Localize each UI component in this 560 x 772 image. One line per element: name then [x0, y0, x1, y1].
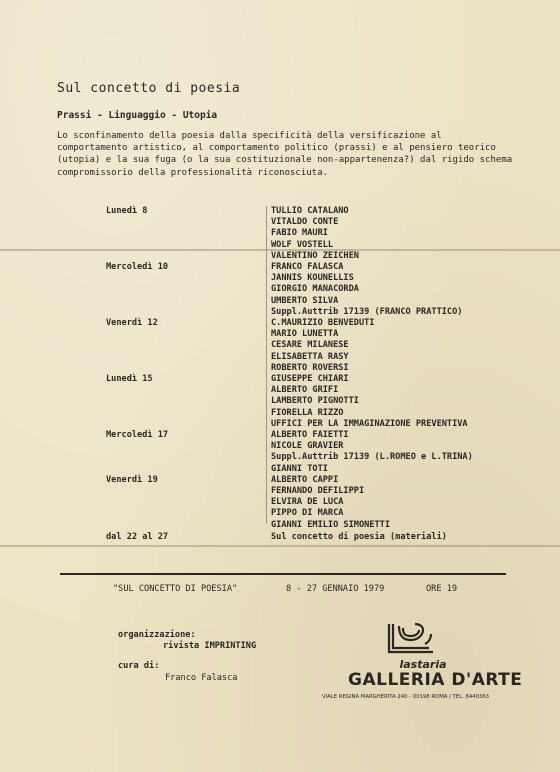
program-row	[0, 508, 560, 519]
horizontal-rule	[60, 573, 506, 575]
program-row	[0, 385, 560, 396]
program-row	[0, 486, 560, 497]
footer-event: "SUL CONCETTO DI POESIA"	[113, 584, 238, 594]
program-row	[0, 475, 560, 486]
program-row	[0, 419, 560, 430]
program-participant: FRANCO FALASCA	[271, 262, 344, 272]
program-participant: C.MAURIZIO BENVEDUTI	[271, 318, 375, 328]
program-row	[0, 452, 560, 463]
program-row	[0, 464, 560, 475]
program-participant: VALENTINO ZEICHEN	[271, 250, 359, 261]
program-participant: ALBERTO GRIFI	[271, 385, 339, 396]
program-row	[0, 441, 560, 452]
program-participant: FERNANDO DEFILIPPI	[271, 486, 365, 496]
program-row	[0, 340, 560, 351]
program-row	[0, 217, 560, 228]
page-subtitle: Prassi - Linguaggio - Utopia	[57, 110, 218, 121]
page-title: Sul concetto di poesia	[57, 81, 241, 96]
final-title: Sul concetto di poesia (materiali)	[271, 532, 447, 542]
program-day: Mercoledì 17	[106, 430, 169, 440]
program-participant: Suppl.Auttrib 17139 (L.ROMEO e L.TRINA)	[271, 452, 473, 463]
fold-crease-bottom	[0, 545, 560, 547]
program-participant: ALBERTO CAPPI	[271, 474, 339, 485]
program-row	[0, 352, 560, 363]
program-row	[0, 273, 560, 284]
program-row	[0, 307, 560, 318]
program-participant: TULLIO CATALANO	[271, 206, 349, 216]
program-row	[0, 408, 560, 419]
program-day: Lunedì 8	[106, 206, 148, 216]
program-participant: GIANNI TOTI	[271, 463, 328, 474]
program-row	[0, 374, 560, 385]
program-participant: UFFICI PER LA IMMAGINAZIONE PREVENTIVA	[271, 418, 468, 429]
program-participant: NICOLE GRAVIER	[271, 441, 344, 452]
program-row	[0, 363, 560, 374]
program-participant: Suppl.Auttrib 17139 (FRANCO PRATTICO)	[271, 306, 463, 317]
program-row	[0, 262, 560, 273]
program-row	[0, 430, 560, 441]
program-participant: PIPPO DI MARCA	[271, 508, 344, 519]
program-row	[0, 206, 560, 217]
program-participant: GIUSEPPE CHIARI	[271, 374, 349, 384]
program-participant: UMBERTO SILVA	[271, 295, 339, 306]
program-participant: CESARE MILANESE	[271, 340, 349, 351]
gallery-address: VIALE REGINA MARGHERITA 240 - 00198 ROMA / TEL. 8440363	[322, 694, 490, 700]
footer-dates: 8 - 27 GENNAIO 1979	[286, 584, 385, 594]
curator-value: Franco Falasca	[165, 673, 238, 683]
program-participant: ELVIRA DE LUCA	[271, 497, 344, 508]
program-participant: JANNIS KOUNELLIS	[271, 273, 354, 284]
program-participant: WOLF VOSTELL	[271, 239, 334, 250]
final-day: dal 22 al 27	[106, 532, 169, 542]
program-row	[0, 228, 560, 239]
program-participant: FIORELLA RIZZO	[271, 407, 344, 418]
organization-value: rivista IMPRINTING	[163, 641, 257, 651]
organization-label: organizzazione:	[118, 630, 196, 640]
program-participant: FABIO MAURI	[271, 228, 328, 239]
program-participant: ELISABETTA RASY	[271, 351, 349, 362]
program-row	[0, 284, 560, 295]
program-participant: ROBERTO ROVERSI	[271, 362, 349, 373]
program-day: Venerdì 12	[106, 318, 158, 328]
program-row	[0, 251, 560, 262]
program-day: Lunedì 15	[106, 374, 153, 384]
gallery-name: GALLERIA D'ARTE	[348, 670, 523, 690]
program-row	[0, 296, 560, 307]
program-row	[0, 240, 560, 251]
program-participant: VITALDO CONTE	[271, 217, 339, 228]
program-participant: GIORGIO MANACORDA	[271, 284, 359, 295]
program-participant: MARIO LUNETTA	[271, 329, 339, 340]
program-row	[0, 329, 560, 340]
program-participant: GIANNI EMILIO SIMONETTI	[271, 519, 390, 530]
program-row	[0, 396, 560, 407]
program-participant: LAMBERTO PIGNOTTI	[271, 396, 359, 407]
gallery-brand: lastaria	[399, 658, 447, 671]
program-row	[0, 497, 560, 508]
program-day: Venerdì 19	[106, 474, 158, 485]
intro-paragraph: Lo sconfinamento della poesia dalla specificità della versificazione al comportamento artistico, al comportamento politico (prassi) e al pensiero teorico (utopia) e la sua fuga (o la sua costituzionale non-appartenenza?) dal rigido schema compromissorio della professionalità riconosciuta.	[57, 131, 513, 178]
lastaria-logo-icon	[385, 622, 437, 658]
program-participant: ALBERTO FAIETTI	[271, 430, 349, 440]
curator-label: cura di:	[118, 661, 160, 671]
footer-time: ORE 19	[426, 584, 458, 594]
program-day: Mercoledì 10	[106, 262, 169, 272]
program-row	[0, 318, 560, 329]
program-row	[0, 520, 560, 531]
